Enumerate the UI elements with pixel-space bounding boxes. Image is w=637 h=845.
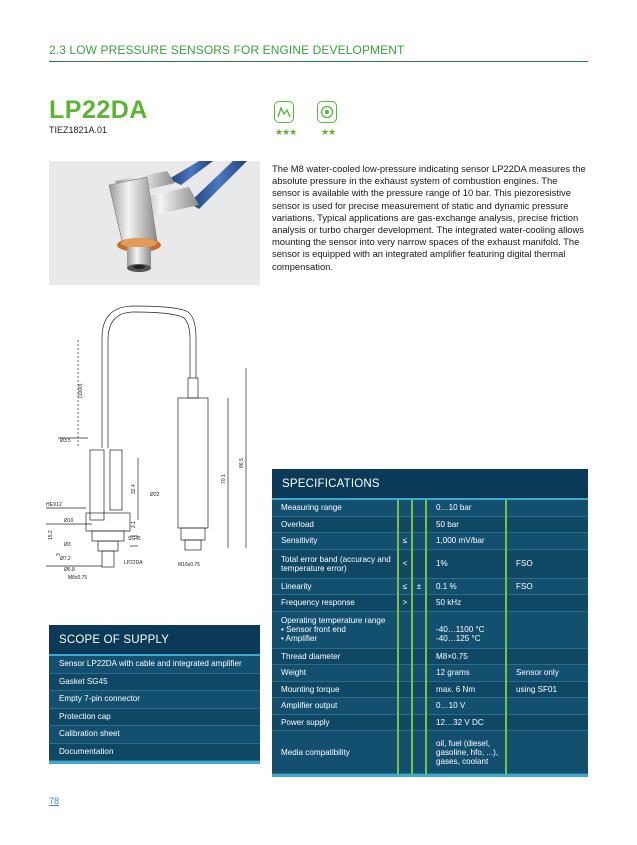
spec-note	[506, 714, 588, 731]
dim-d72: Ø7.2	[60, 556, 71, 562]
spec-symbol-2	[412, 516, 426, 533]
section-title: 2.3 LOW PRESSURE SENSORS FOR ENGINE DEVELOPMENT	[49, 43, 405, 57]
spec-symbol	[398, 731, 412, 774]
spec-param: Overload	[272, 516, 398, 533]
spec-value: 50 bar	[426, 516, 506, 533]
spec-symbol	[398, 698, 412, 715]
spec-note	[506, 731, 588, 774]
spec-symbol: >	[398, 595, 412, 612]
dim-lp22da: LP22DA	[124, 560, 143, 566]
dim-l701: 70.1	[221, 474, 227, 484]
spec-symbol	[398, 714, 412, 731]
spec-symbol	[398, 516, 412, 533]
spec-symbol-2	[412, 595, 426, 612]
spec-param: Weight	[272, 665, 398, 682]
fuel-gas-icon	[319, 104, 335, 120]
spec-param: Thread diameter	[272, 648, 398, 665]
dim-hex12: HEX12	[46, 502, 62, 508]
spec-symbol-2	[412, 681, 426, 698]
technical-drawing	[38, 298, 268, 598]
spec-value: 0.1 %	[426, 578, 506, 595]
imep-stars: ★★★	[275, 127, 297, 137]
dim-d22: Ø22	[150, 492, 160, 498]
spec-row	[272, 665, 588, 682]
spec-value: oil, fuel (diesel, gasoline, hfo, ...), gases, coolant	[426, 731, 506, 774]
spec-value: 0…10 bar	[426, 500, 506, 516]
scope-list	[49, 656, 260, 761]
fuel-gas-badge	[317, 101, 337, 123]
spec-value: 0…10 V	[426, 698, 506, 715]
spec-value: 50 kHz	[426, 595, 506, 612]
spec-param: Power supply	[272, 714, 398, 731]
spec-symbol-2	[412, 500, 426, 516]
spec-symbol-2: ±	[412, 578, 426, 595]
spec-param: Linearity	[272, 578, 398, 595]
imep-badge	[274, 101, 294, 123]
spec-param: Mounting torque	[272, 681, 398, 698]
scope-title: SCOPE OF SUPPLY	[49, 625, 260, 654]
dim-l21: 2.1	[131, 521, 137, 528]
spec-value: -40…1100 °C -40…125 °C	[426, 611, 506, 648]
product-description: The M8 water-cooled low-pressure indicating sensor LP22DA measures the absolute pressure in the exhaust system of combustion engines. The sensor is available with the pressure range of 10 bar. This piezoresistive sensor is used for precise measurement of static and dynamic pressure variations. Typical applications are gas-exchange analysis, precise friction analysis or turbo charger development. The integrated water-cooling allows mounting the sensor into very narrow spaces of the exhaust manifold. The sensor is equipped with an integrated amplifier featuring digital thermal compensation.	[272, 163, 586, 272]
spec-note	[506, 698, 588, 715]
scope-item: Protection cap	[49, 709, 260, 727]
spec-symbol	[398, 681, 412, 698]
spec-symbol: ≤	[398, 578, 412, 595]
product-photo	[49, 161, 260, 285]
spec-row	[272, 731, 588, 774]
scope-item: Documentation	[49, 744, 260, 762]
spec-row	[272, 611, 588, 648]
spec-param: Operating temperature range • Sensor front end • Amplifier	[272, 611, 398, 648]
spec-symbol	[398, 665, 412, 682]
dim-d3: Ø3	[64, 542, 71, 548]
spec-symbol: <	[398, 549, 412, 578]
dim-l865: 86.5	[239, 458, 245, 468]
spec-value: M8×0.75	[426, 648, 506, 665]
dim-l152: 15.2	[48, 530, 54, 540]
spec-row	[272, 698, 588, 715]
product-code: TIEZ1821A.01	[49, 125, 108, 135]
spec-symbol-2	[412, 648, 426, 665]
spec-value: max. 6 Nm	[426, 681, 506, 698]
spec-symbol	[398, 500, 412, 516]
spec-param: Measuring range	[272, 500, 398, 516]
spec-note	[506, 595, 588, 612]
product-name: LP22DA	[49, 96, 148, 124]
imep-icon	[276, 104, 292, 120]
scope-item: Gasket SG45	[49, 674, 260, 692]
spec-value: 12…32 V DC	[426, 714, 506, 731]
spec-note	[506, 648, 588, 665]
specifications-panel	[272, 469, 588, 777]
spec-row	[272, 549, 588, 578]
spec-row	[272, 516, 588, 533]
spec-note	[506, 533, 588, 550]
scope-item: Sensor LP22DA with cable and integrated amplifier	[49, 656, 260, 674]
scope-item: Empty 7-pin connector	[49, 691, 260, 709]
spec-note: FSO	[506, 549, 588, 578]
spec-note: FSO	[506, 578, 588, 595]
spec-symbol-2	[412, 549, 426, 578]
spec-symbol-2	[412, 731, 426, 774]
dim-d68: Ø6.8	[64, 567, 75, 573]
fuel-gas-stars: ★★	[321, 127, 336, 137]
dim-l3: 3	[56, 553, 62, 556]
scope-panel	[49, 625, 260, 764]
spec-param: Amplifier output	[272, 698, 398, 715]
spec-symbol-2	[412, 714, 426, 731]
spec-note	[506, 500, 588, 516]
spec-row	[272, 578, 588, 595]
spec-value: 1%	[426, 549, 506, 578]
spec-param: Total error band (accuracy and temperature error)	[272, 549, 398, 578]
dim-cable-length: (1000)	[78, 383, 84, 398]
spec-note: Sensor only	[506, 665, 588, 682]
spec-value: 12 grams	[426, 665, 506, 682]
spec-row	[272, 681, 588, 698]
spec-row	[272, 533, 588, 550]
spec-param: Frequency response	[272, 595, 398, 612]
scope-item: Calibration sheet	[49, 726, 260, 744]
spec-row	[272, 714, 588, 731]
spec-note: using SF01	[506, 681, 588, 698]
page-number: 78	[49, 796, 60, 806]
spec-param: Sensitivity	[272, 533, 398, 550]
spec-symbol-2	[412, 665, 426, 682]
spec-note	[506, 611, 588, 648]
spec-symbol-2	[412, 533, 426, 550]
dim-d10: Ø10	[64, 518, 74, 524]
spec-row	[272, 595, 588, 612]
section-rule	[49, 61, 588, 62]
dim-m8: M8x0.75	[68, 575, 88, 581]
dim-sg45: SG45	[128, 536, 141, 542]
spec-param: Media compatibility	[272, 731, 398, 774]
spec-row	[272, 648, 588, 665]
specifications-title: SPECIFICATIONS	[272, 469, 588, 498]
spec-note	[506, 516, 588, 533]
specifications-table	[272, 500, 588, 774]
spec-symbol-2	[412, 611, 426, 648]
spec-symbol	[398, 611, 412, 648]
spec-row	[272, 500, 588, 516]
dim-d35: Ø3.5	[60, 438, 71, 444]
spec-symbol: ≤	[398, 533, 412, 550]
dim-l324: 32.4	[131, 484, 137, 494]
spec-value: 1,000 mV/bar	[426, 533, 506, 550]
spec-symbol	[398, 648, 412, 665]
spec-symbol-2	[412, 698, 426, 715]
dim-m16: M16x0.75	[178, 562, 200, 568]
